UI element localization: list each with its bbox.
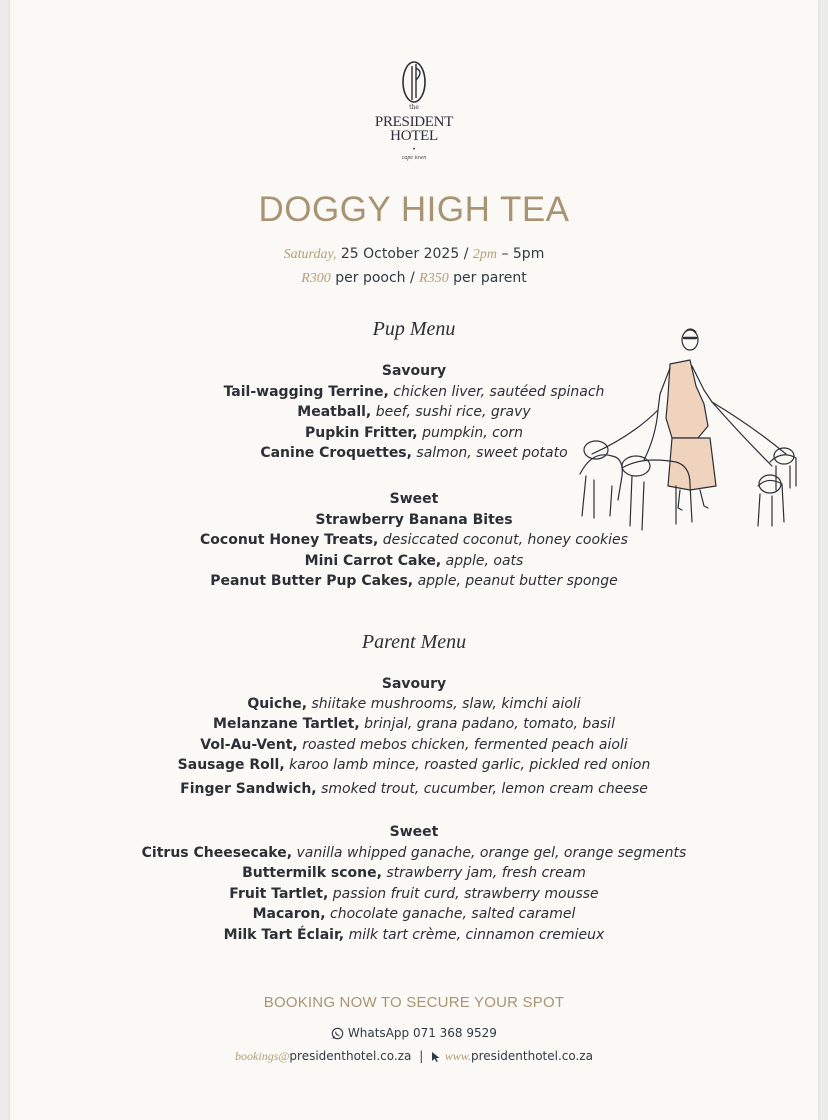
item-desc: shiitake mushrooms, slaw, kimchi aioli xyxy=(311,696,581,712)
logo-the: the xyxy=(409,104,419,111)
menu-item xyxy=(0,737,828,753)
price-sep: / xyxy=(409,270,415,286)
web-domain: presidenthotel.co.za xyxy=(471,1049,593,1063)
website-link[interactable] xyxy=(445,1049,593,1063)
email-domain: presidenthotel.co.za xyxy=(289,1049,412,1063)
parent-sweet-heading: Sweet xyxy=(389,824,439,840)
item-name: Citrus Cheesecake, xyxy=(141,845,293,861)
logo-city: cape town xyxy=(401,155,427,161)
price-parent: R350 xyxy=(419,271,449,286)
email-prefix: bookings@ xyxy=(235,1049,290,1063)
parent-label: per parent xyxy=(453,270,527,286)
cursor-icon xyxy=(431,1051,441,1063)
item-desc: beef, sushi rice, gravy xyxy=(375,404,531,420)
item-desc: salmon, sweet potato xyxy=(416,445,568,461)
item-name: Peanut Butter Pup Cakes, xyxy=(210,573,414,589)
menu-item xyxy=(0,927,828,943)
price-pooch: R300 xyxy=(301,271,331,286)
logo-name-line1: PRESIDENT xyxy=(374,114,454,130)
pup-savoury-heading: Savoury xyxy=(381,363,447,379)
pup-menu-title: Pup Menu xyxy=(372,318,456,340)
event-day: Saturday, xyxy=(283,247,337,262)
pooch-label: per pooch xyxy=(335,270,406,286)
item-desc: apple, peanut butter sponge xyxy=(417,573,618,589)
item-name: Buttermilk scone, xyxy=(242,865,382,881)
item-name: Strawberry Banana Bites xyxy=(315,512,513,528)
menu-item xyxy=(0,553,828,569)
hotel-monogram-icon xyxy=(397,58,431,108)
woman-walking-dogs-illustration xyxy=(572,326,804,536)
menu-item xyxy=(0,781,828,797)
menu-item xyxy=(0,865,828,881)
item-name: Fruit Tartlet, xyxy=(229,886,329,902)
item-desc: smoked trout, cucumber, lemon cream cheese xyxy=(321,781,648,797)
whatsapp-number: WhatsApp 071 368 9529 xyxy=(347,1026,497,1040)
parent-menu-title: Parent Menu xyxy=(361,631,467,653)
page-title: DOGGY HIGH TEA xyxy=(258,190,570,229)
web-prefix: www. xyxy=(444,1049,472,1063)
menu-item xyxy=(0,757,828,773)
event-sep: / xyxy=(463,246,469,262)
item-name: Macaron, xyxy=(252,906,326,922)
menu-item xyxy=(0,573,828,589)
contact-divider: | xyxy=(419,1049,424,1063)
menu-item xyxy=(0,845,828,861)
menu-item xyxy=(0,716,828,732)
menu-item xyxy=(0,886,828,902)
menu-item xyxy=(0,696,828,712)
logo-name-line2: HOTEL xyxy=(390,128,438,144)
item-name: Mini Carrot Cake, xyxy=(304,553,442,569)
item-desc: desiccated coconut, honey cookies xyxy=(382,532,628,548)
item-desc: passion fruit curd, strawberry mousse xyxy=(332,886,599,902)
item-name: Quiche, xyxy=(247,696,308,712)
item-desc: strawberry jam, fresh cream xyxy=(386,865,586,881)
item-name: Melanzane Tartlet, xyxy=(213,716,360,732)
item-desc: vanilla whipped ganache, orange gel, orange segments xyxy=(296,845,687,861)
item-name: Finger Sandwich, xyxy=(180,781,317,797)
logo-name xyxy=(0,115,828,143)
pup-sweet-heading: Sweet xyxy=(389,491,439,507)
parent-savoury-heading: Savoury xyxy=(381,676,447,692)
item-desc: apple, oats xyxy=(445,553,524,569)
item-desc: roasted mebos chicken, fermented peach aioli xyxy=(302,737,628,753)
item-desc: karoo lamb mince, roasted garlic, pickled red onion xyxy=(289,757,651,773)
event-time-rest: – 5pm xyxy=(501,246,545,262)
menu-item xyxy=(0,906,828,922)
item-name: Meatball, xyxy=(297,404,372,420)
item-name: Sausage Roll, xyxy=(177,757,285,773)
item-desc: chocolate ganache, salted caramel xyxy=(330,906,576,922)
item-desc: brinjal, grana padano, tomato, basil xyxy=(364,716,615,732)
whatsapp-contact[interactable] xyxy=(0,1026,828,1040)
event-date: 25 October 2025 xyxy=(340,246,460,262)
item-name: Vol-Au-Vent, xyxy=(200,737,298,753)
whatsapp-icon xyxy=(331,1027,344,1040)
event-pricing xyxy=(0,270,828,287)
event-start: 2pm xyxy=(472,247,497,262)
booking-cta: BOOKING NOW TO SECURE YOUR SPOT xyxy=(263,994,565,1011)
item-desc: chicken liver, sautéed spinach xyxy=(393,384,605,400)
event-date-time xyxy=(0,246,828,263)
email-link[interactable] xyxy=(235,1049,415,1063)
item-name: Pupkin Fritter, xyxy=(304,425,418,441)
item-desc: milk tart crème, cinnamon cremieux xyxy=(348,927,605,943)
contact-links xyxy=(0,1049,828,1064)
item-name: Milk Tart Éclair, xyxy=(223,927,345,943)
logo-dot: • xyxy=(412,146,416,153)
item-name: Canine Croquettes, xyxy=(260,445,412,461)
item-name: Tail-wagging Terrine, xyxy=(223,384,389,400)
item-name: Coconut Honey Treats, xyxy=(200,532,379,548)
item-desc: pumpkin, corn xyxy=(422,425,524,441)
